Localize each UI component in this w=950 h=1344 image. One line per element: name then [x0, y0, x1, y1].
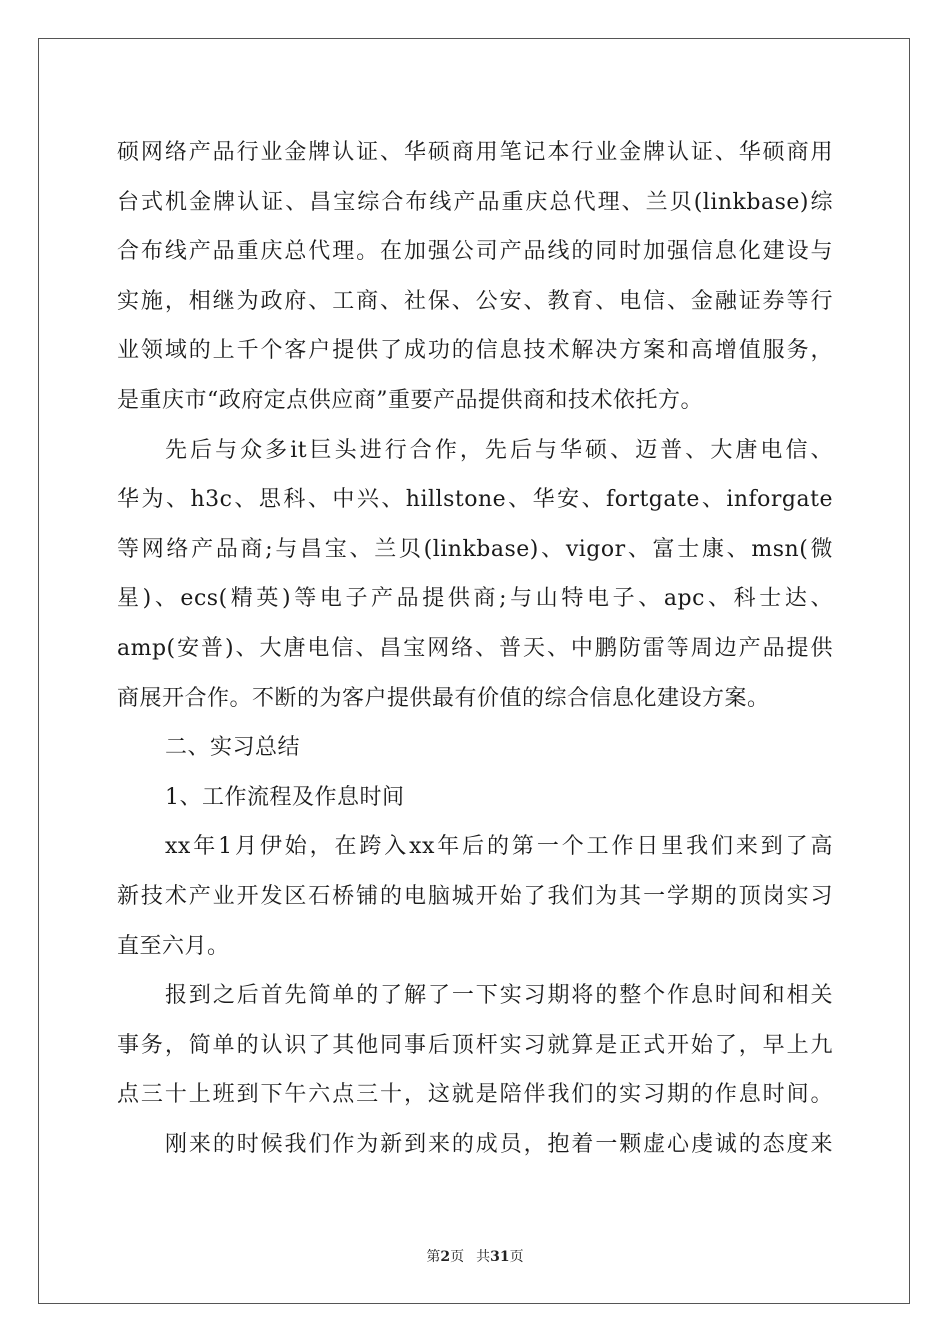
- text-line: 先后与众多it巨头进行合作，先后与华硕、迈普、大唐电信、: [165, 437, 833, 463]
- text-line: 报到之后首先简单的了解了一下实习期将的整个作息时间和相关: [165, 983, 833, 1009]
- text-line: 硕网络产品行业金牌认证、华硕商用笔记本行业金牌认证、华硕商用: [117, 140, 833, 165]
- text-line: 商展开合作。不断的为客户提供最有价值的综合信息化建设方案。: [117, 685, 770, 711]
- text-line: 1、工作流程及作息时间: [165, 784, 405, 810]
- text-line: 台式机金牌认证、昌宝综合布线产品重庆总代理、兰贝(linkbase)综: [117, 189, 833, 215]
- text-line: 业领域的上千个客户提供了成功的信息技术解决方案和高增值服务，: [117, 338, 833, 364]
- text-line: 星)、ecs(精英)等电子产品提供商;与山特电子、apc、科士达、: [117, 586, 833, 612]
- text-line: 直至六月。: [117, 933, 230, 959]
- text-line: 新技术产业开发区石桥铺的电脑城开始了我们为其一学期的顶岗实习: [117, 883, 833, 909]
- footer-page-number: 2: [440, 1249, 451, 1265]
- text-line: 点三十上班到下午六点三十，这就是陪伴我们的实习期的作息时间。: [117, 1082, 833, 1108]
- document-body: [117, 128, 833, 1169]
- text-line: 等网络产品商;与昌宝、兰贝(linkbase)、vigor、富士康、msn(微: [117, 536, 833, 562]
- page-footer: [0, 1246, 950, 1266]
- text-line: 实施，相继为政府、工商、社保、公安、教育、电信、金融证券等行: [117, 288, 833, 314]
- footer-total-suffix: 页: [509, 1249, 524, 1265]
- footer-total-prefix: 共: [476, 1249, 491, 1265]
- text-line: 是重庆市“政府定点供应商”重要产品提供商和技术依托方。: [117, 387, 703, 413]
- text-line: xx年1月伊始，在跨入xx年后的第一个工作日里我们来到了高: [165, 834, 833, 860]
- text-line: 合布线产品重庆总代理。在加强公司产品线的同时加强信息化建设与: [117, 239, 833, 265]
- footer-page-prefix: 第: [426, 1249, 441, 1265]
- footer-page-suffix: 页: [450, 1249, 465, 1265]
- text-line: 事务，简单的认识了其他同事后顶杆实习就算是正式开始了，早上九: [117, 1032, 833, 1058]
- text-line: 二、实习总结: [165, 735, 301, 761]
- text-line: 华为、h3c、思科、中兴、hillstone、华安、fortgate、inforgate: [117, 487, 833, 513]
- text-line: amp(安普)、大唐电信、昌宝网络、普天、中鹏防雷等周边产品提供: [117, 635, 833, 661]
- footer-total-number: 31: [490, 1249, 510, 1265]
- text-line: 刚来的时候我们作为新到来的成员，抱着一颗虚心虔诚的态度来: [165, 1131, 833, 1157]
